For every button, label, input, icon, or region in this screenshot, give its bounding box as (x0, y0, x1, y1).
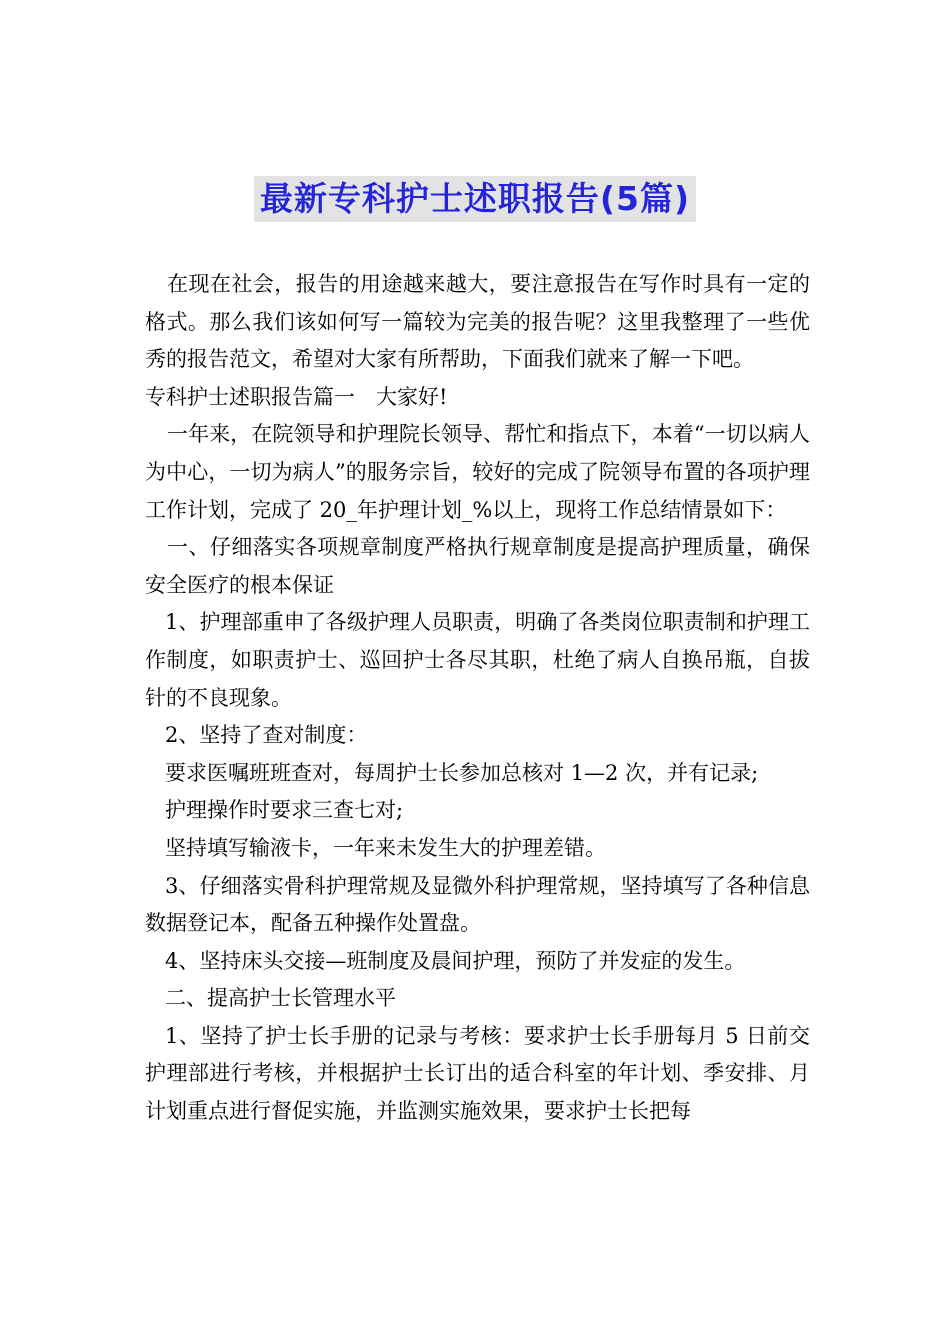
checking-detail-line-2: 护理操作时要求三查七对; (165, 798, 404, 823)
summary-paragraph: 一年来，在院领导和护理院长领导、帮忙和指点下，本着“一切以病人为中心，一切为病人”的服务宗旨，较好的完成了院领导布置的各项护理工作计划，完成了 20_年护理计划_%以上，现将工作总结情景如下： (145, 422, 810, 522)
section-heading-part-one: 专科护士述职报告篇一 大家好! (145, 384, 448, 409)
intro-paragraph: 在现在社会，报告的用途越来越大，要注意报告在写作时具有一定的格式。那么我们该如何写一篇较为完美的报告呢？这里我整理了一些优秀的报告范文，希望对大家有所帮助，下面我们就来了解一下吧。 (145, 272, 810, 372)
item-handbook-paragraph: 1、坚持了护士长手册的记录与考核：要求护士长手册每月 5 日前交护理部进行考核，并根据护士长订出的适合科室的年计划、季安排、月计划重点进行督促实施，并监测实施效果，要求护士长把每 (145, 1023, 810, 1124)
document-title: 最新专科护士述职报告(5篇) (254, 176, 696, 222)
item-checking-paragraph: 2、坚持了查对制度： (165, 723, 368, 748)
title-area (0, 176, 950, 222)
item-duties-paragraph: 1、护理部重申了各级护理人员职责，明确了各类岗位职责制和护理工作制度，如职责护士、巡回护士各尽其职，杜绝了病人自换吊瓶，自拔针的不良现象。 (145, 610, 810, 710)
heading-management-paragraph: 二、提高护士长管理水平 (165, 986, 396, 1011)
checking-detail-line-3: 坚持填写输液卡，一年来未发生大的护理差错。 (165, 835, 606, 860)
item-routine-paragraph: 3、仔细落实骨科护理常规及显微外科护理常规，坚持填写了各种信息数据登记本，配备五种操作处置盘。 (145, 873, 810, 936)
checking-detail-line-1: 要求医嘱班班查对，每周护士长参加总核对 1—2 次，并有记录; (165, 760, 759, 785)
item-handover-paragraph: 4、坚持床头交接—班制度及晨间护理，预防了并发症的发生。 (165, 948, 746, 973)
document-body (145, 266, 810, 1131)
heading-rules-paragraph: 一、仔细落实各项规章制度严格执行规章制度是提高护理质量，确保安全医疗的根本保证 (145, 535, 810, 597)
